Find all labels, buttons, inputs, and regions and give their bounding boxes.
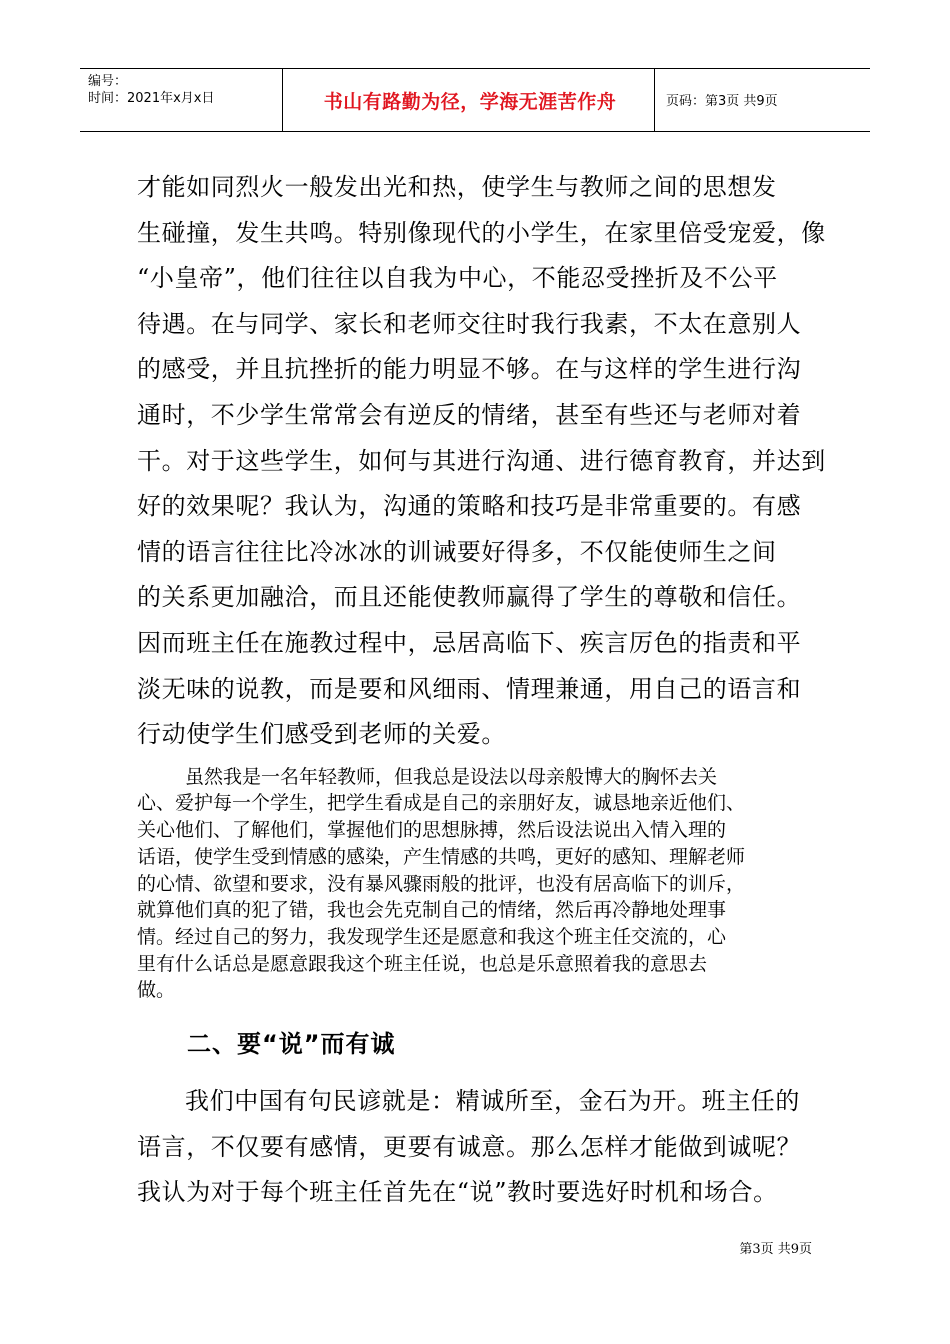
text-line: 的感受，并且抗挫折的能力明显不够。在与这样的学生进行沟 [137,355,802,384]
text-line: 关心他们、了解他们，掌握他们的思想脉搏，然后设法说出入情入理的 [137,819,727,842]
header-meta [88,73,214,107]
header-divider [654,69,655,131]
document-body [137,165,826,1216]
text-line: 淡无味的说教，而是要和风细雨、情理兼通，用自己的语言和 [137,674,802,703]
section-heading: 二、要“说”而有诚 [187,1030,396,1059]
text-line: 待遇。在与同学、家长和老师交往时我行我素，不太在意别人 [137,309,802,338]
header-divider [282,69,283,131]
paragraph-2 [137,764,817,1004]
text-line: 的关系更加融洽，而且还能使教师赢得了学生的尊敬和信任。 [137,583,802,612]
text-line: 行动使学生们感受到老师的关爱。 [137,720,506,749]
text-line: 里有什么话总是愿意跟我这个班主任说，也总是乐意照着我的意思去 [137,952,708,975]
text-line: 就算他们真的犯了错，我也会先克制自己的情绪，然后再冷静地处理事 [137,899,727,922]
text-line: 因而班主任在施教过程中，忌居高临下、疾言厉色的指责和平 [137,628,802,657]
text-line: 语言，不仅要有感情，更要有诚意。那么怎样才能做到诚呢？ [137,1132,802,1161]
text-line: 的心情、欲望和要求，没有暴风骤雨般的批评，也没有居高临下的训斥， [137,872,746,895]
text-line: 生碰撞，发生共鸣。特别像现代的小学生，在家里倍受宠爱，像 [137,218,826,247]
text-line: 好的效果呢？我认为，沟通的策略和技巧是非常重要的。有感 [137,492,802,521]
time-label: 时间：2021年x月x日 [88,91,215,106]
page-header [80,68,870,132]
text-line: 情的语言往往比冷冰冰的训诫要好得多，不仅能使师生之间 [137,537,777,566]
text-line: 才能如同烈火一般发出光和热，使学生与教师之间的思想发 [137,173,777,201]
text-line: 通时，不少学生常常会有逆反的情绪，甚至有些还与老师对着 [137,400,802,429]
page-footer: 第3页 共9页 [739,1242,812,1257]
text-line: 虽然我是一名年轻教师，但我总是设法以母亲般博大的胸怀去关 [185,765,718,788]
text-line: 干。对于这些学生，如何与其进行沟通、进行德育教育，并达到 [137,446,826,475]
text-line: “小皇帝”，他们往往以自我为中心，不能忍受挫折及不公平 [137,264,778,293]
serial-label: 编号： [88,74,128,89]
text-line: 情。经过自己的努力，我发现学生还是愿意和我这个班主任交流的，心 [137,925,727,948]
text-line: 我认为对于每个班主任首先在“说”教时要选好时机和场合。 [137,1178,778,1207]
text-line: 做。 [137,979,176,1002]
header-motto: 书山有路勤为径，学海无涯苦作舟 [323,91,617,113]
header-page-code: 页码：第3页 共9页 [666,94,778,109]
text-line: 话语，使学生受到情感的感染，产生情感的共鸣，更好的感知、理解老师 [137,845,746,868]
paragraph-1 [137,165,826,758]
text-line: 我们中国有句民谚就是：精诚所至，金石为开。班主任的 [185,1087,800,1116]
text-line: 心、爱护每一个学生，把学生看成是自己的亲朋好友，诚恳地亲近他们、 [137,792,746,815]
paragraph-3 [137,1079,817,1216]
